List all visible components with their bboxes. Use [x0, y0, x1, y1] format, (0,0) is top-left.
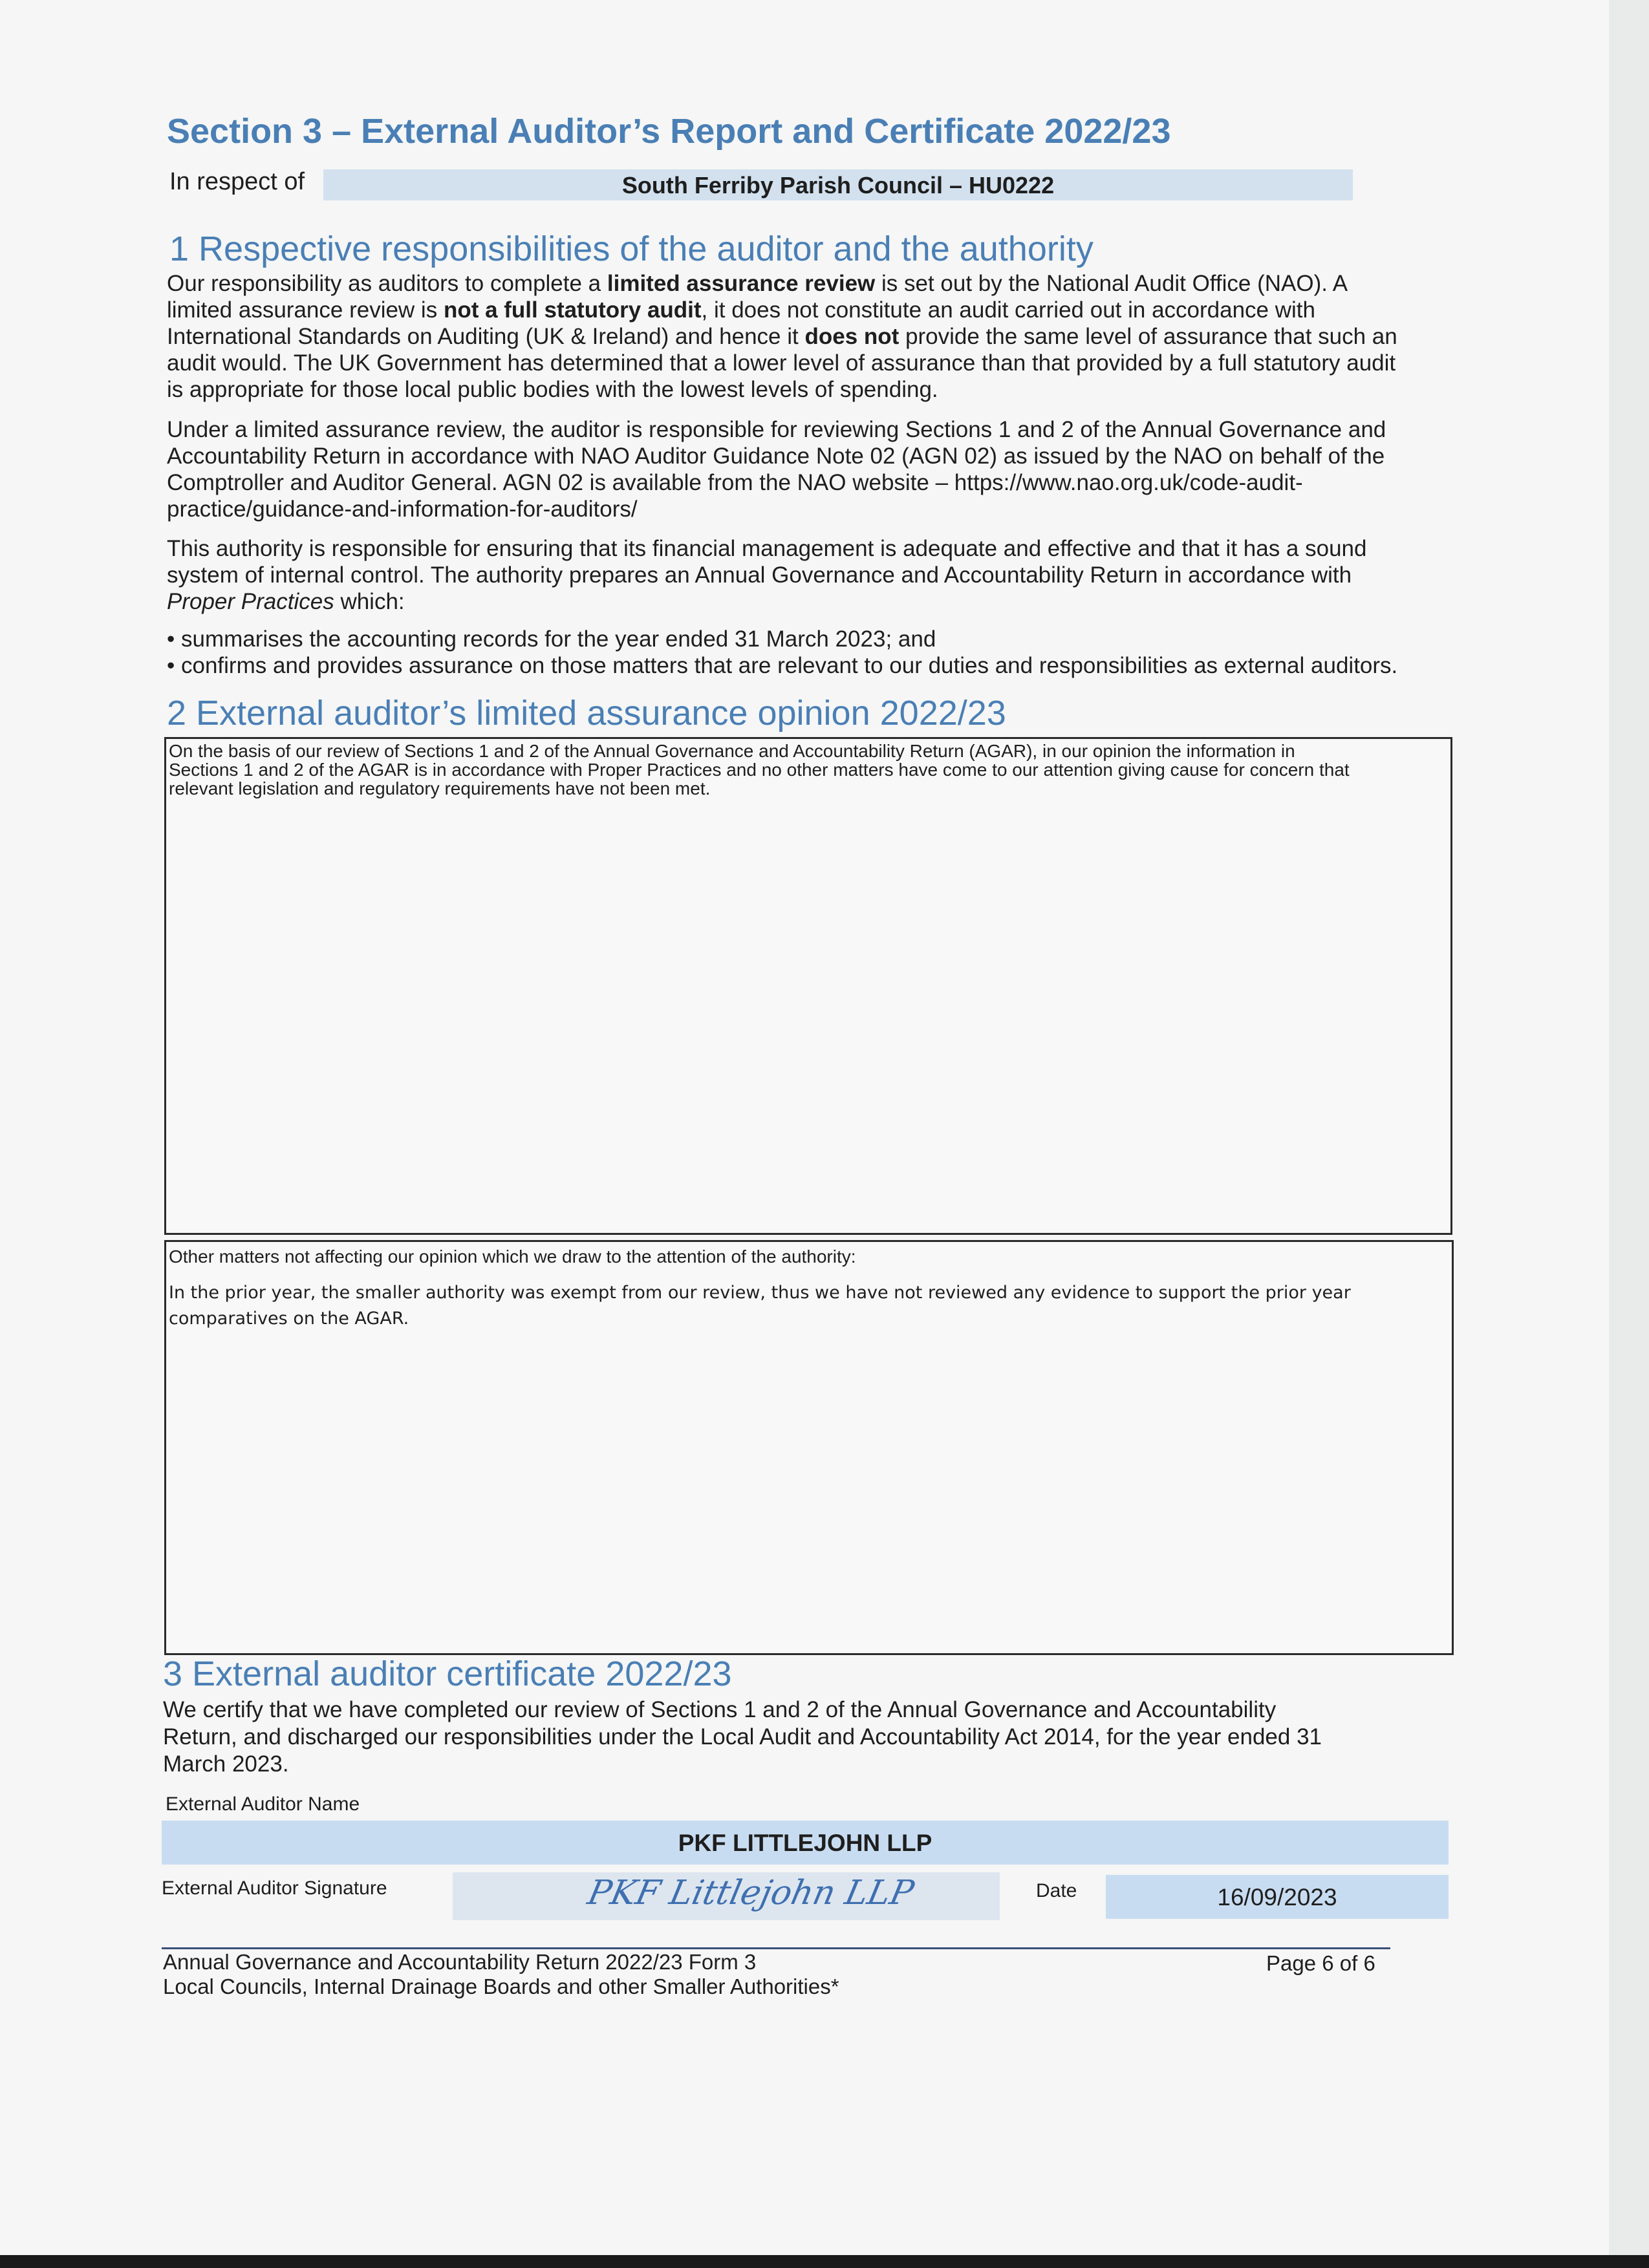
in-respect-of-label: In respect of: [169, 168, 305, 195]
page-edge: [1609, 0, 1649, 2268]
section2-heading: 2 External auditor’s limited assurance opinion 2022/23: [167, 694, 1006, 733]
date-value: 16/09/2023: [1217, 1884, 1337, 1910]
date-label: Date: [1036, 1880, 1077, 1901]
certificate-text: We certify that we have completed our review of Sections 1 and 2 of the Annual Governance and Accountability Return, and discharged our responsibilities under the Local Audit and Accountability Act 2014, for the year ended 31 March 2023.: [163, 1697, 1322, 1777]
other-matters-label: Other matters not affecting our opinion which we draw to the attention of the authority:: [169, 1246, 856, 1267]
opinion-text: On the basis of our review of Sections 1 and 2 of the Annual Governance and Accountability Return (AGAR), in our opinion the information in Sections 1 and 2 of the AGAR is in accordance with Proper Practices and no other matters have come to our attention giving cause for concern that relevant legislation and regulatory requirements have not been met.: [169, 741, 1350, 798]
authority-name: South Ferriby Parish Council – HU0222: [621, 172, 1055, 198]
signature-image: PKF Littlejohn LLP: [584, 1874, 918, 1912]
other-matters-box: [164, 1240, 1454, 1655]
signature-label: External Auditor Signature: [162, 1878, 387, 1899]
section1-bullets: [167, 626, 1460, 679]
opinion-box: [164, 737, 1452, 1235]
scan-edge: [0, 2255, 1649, 2268]
section3-heading: 3 External auditor certificate 2022/23: [163, 1654, 732, 1693]
section1-paragraph-1: Our responsibility as auditors to complete a limited assurance review is set out by the National Audit Office (NAO). A limited assurance review is not a full statutory audit, it does not constitute an audit carried out in accordance with International Standards on Auditing (UK & Ireland) and hence it does not provide the same level of assurance that such an audit would. The UK Government has determined that a lower level of assurance than that provided by a full statutory audit is appropriate for those local public bodies with the lowest levels of spending.: [167, 271, 1397, 402]
other-matters-text: In the prior year, the smaller authority was exempt from our review, thus we have not reviewed any evidence to support the prior year comparatives on the AGAR.: [169, 1283, 1351, 1329]
auditor-name-value: PKF LITTLEJOHN LLP: [678, 1830, 932, 1856]
auditor-name-label: External Auditor Name: [166, 1793, 360, 1815]
footer-form-title: Annual Governance and Accountability Return 2022/23 Form 3 Local Councils, Internal Drainage Boards and other Smaller Authorities*: [163, 1950, 839, 1998]
section1-paragraph-2: Under a limited assurance review, the auditor is responsible for reviewing Sections 1 and 2 of the Annual Governance and Accountability Return in accordance with NAO Auditor Guidance Note 02 (AGN 02) as issued by the NAO on behalf of the Comptroller and Auditor General. AGN 02 is available from the NAO website – https://www.nao.org.uk/code-audit- practice/guidance-and-information-for-auditors/: [167, 417, 1386, 522]
section1-paragraph-3: This authority is responsible for ensuring that its financial management is adequate and effective and that it has a sound system of internal control. The authority prepares an Annual Governance and Accountability Return in accordance with Proper Practices which:: [167, 536, 1367, 614]
section1-heading: 1 Respective responsibilities of the auditor and the authority: [169, 230, 1094, 268]
page-title: Section 3 – External Auditor’s Report and Certificate 2022/23: [167, 112, 1171, 151]
bullet-item: • confirms and provides assurance on those matters that are relevant to our duties and responsibilities as external auditors.: [167, 653, 1398, 678]
bullet-item: • summarises the accounting records for the year ended 31 March 2023; and: [167, 626, 936, 652]
footer-divider: [162, 1947, 1390, 1949]
page-number: Page 6 of 6: [1266, 1951, 1375, 1975]
